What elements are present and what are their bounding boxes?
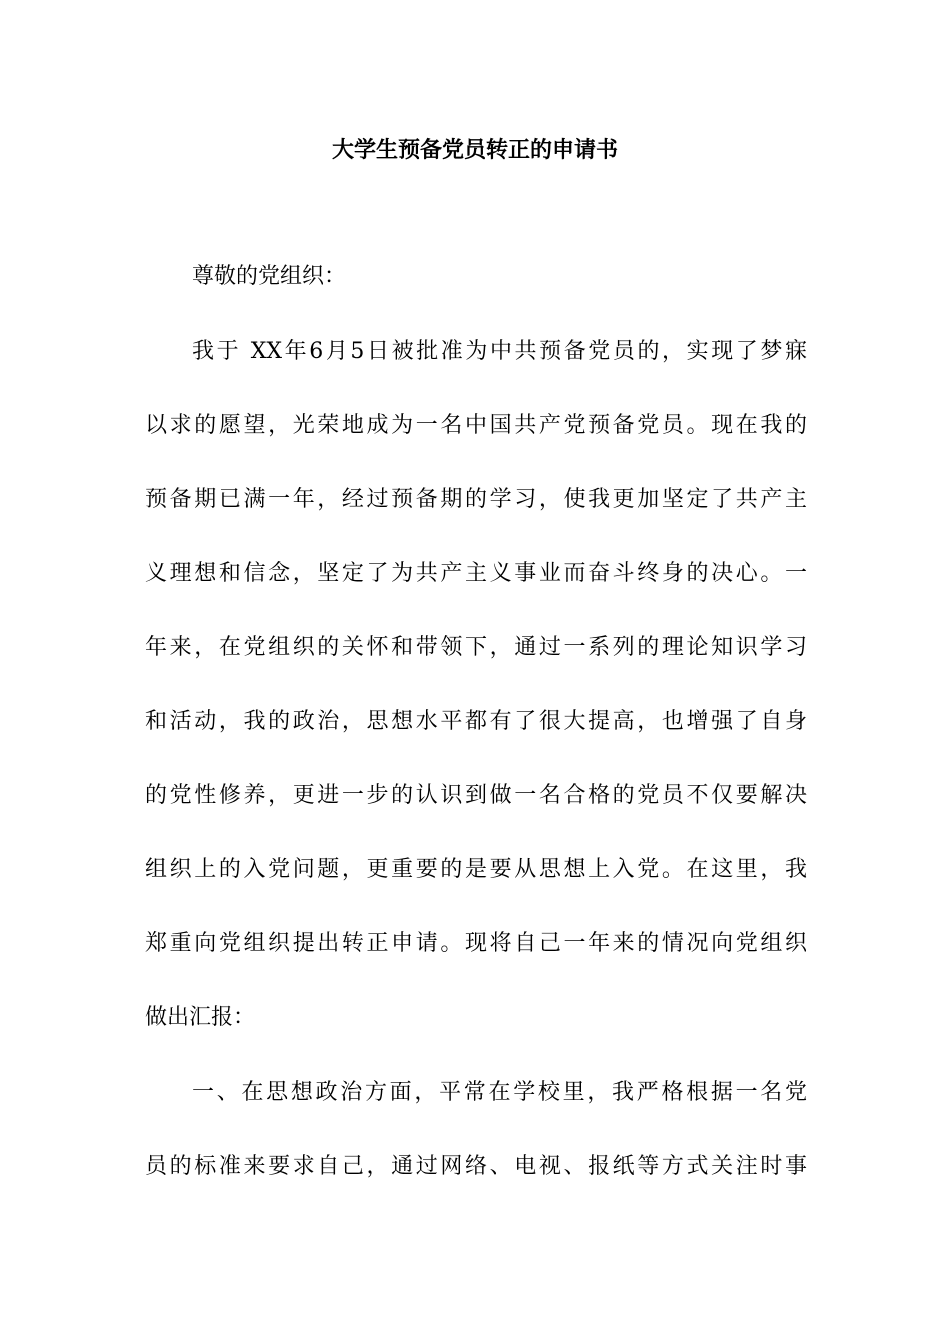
paragraph-line: 预备期已满一年，经过预备期的学习，使我更加坚定了共产主 [145, 487, 807, 512]
paragraph-line: 郑重向党组织提出转正申请。现将自己一年来的情况向党组织 [145, 931, 807, 956]
paragraph-line: 以求的愿望，光荣地成为一名中国共产党预备党员。现在我的 [145, 413, 807, 438]
salutation: 尊敬的党组织： [192, 264, 347, 289]
paragraph-line: 一、在思想政治方面，平常在学校里，我严格根据一名党 [192, 1080, 807, 1105]
paragraph-line: 和活动，我的政治，思想水平都有了很大提高，也增强了自身 [145, 709, 807, 734]
paragraph-line: 我于 XX年6月5日被批准为中共预备党员的，实现了梦寐 [192, 339, 807, 364]
paragraph-line: 组织上的入党问题，更重要的是要从思想上入党。在这里，我 [145, 857, 807, 882]
paragraph-line: 义理想和信念，坚定了为共产主义事业而奋斗终身的决心。一 [145, 561, 807, 586]
paragraph-line: 做出汇报： [145, 1005, 256, 1030]
paragraph-line: 的党性修养，更进一步的认识到做一名合格的党员不仅要解决 [145, 783, 807, 808]
document-title: 大学生预备党员转正的申请书 [331, 138, 618, 163]
paragraph-line: 年来，在党组织的关怀和带领下，通过一系列的理论知识学习 [145, 635, 807, 660]
paragraph-line: 员的标准来要求自己，通过网络、电视、报纸等方式关注时事 [145, 1154, 807, 1179]
